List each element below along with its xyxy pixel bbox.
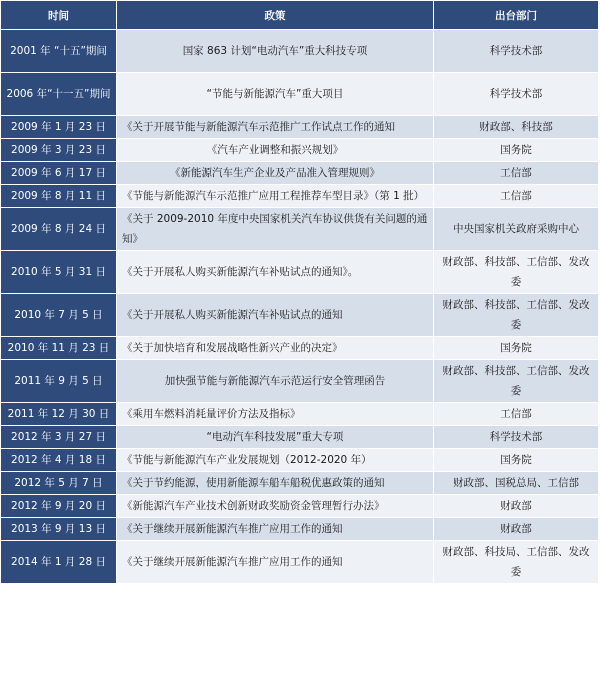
row-policy: 《关于开展节能与新能源汽车示范推广工作试点工作的通知 xyxy=(117,116,434,139)
row-time: 2013 年 9 月 13 日 xyxy=(1,518,117,541)
row-department: 财政部、科技局、工信部、发改委 xyxy=(434,541,599,584)
row-policy: “电动汽车科技发展”重大专项 xyxy=(117,426,434,449)
table-row xyxy=(1,208,599,251)
row-time: 2010 年 11 月 23 日 xyxy=(1,337,117,360)
table-row xyxy=(1,162,599,185)
row-policy: 《关于继续开展新能源汽车推广应用工作的通知 xyxy=(117,518,434,541)
row-time: 2001 年 “十五”期间 xyxy=(1,30,117,73)
row-time: 2011 年 9 月 5 日 xyxy=(1,360,117,403)
row-policy: 《节能与新能源汽车示范推广应用工程推荐车型目录》（第 1 批） xyxy=(117,185,434,208)
row-department: 国务院 xyxy=(434,449,599,472)
header-time: 时间 xyxy=(1,1,117,30)
row-department: 财政部、科技部 xyxy=(434,116,599,139)
table-header-row xyxy=(1,1,599,30)
table-row xyxy=(1,30,599,73)
row-department: 中央国家机关政府采购中心 xyxy=(434,208,599,251)
row-department: 财政部、国税总局、工信部 xyxy=(434,472,599,495)
row-department: 财政部 xyxy=(434,495,599,518)
row-department: 财政部 xyxy=(434,518,599,541)
row-department: 国务院 xyxy=(434,139,599,162)
row-policy: 《新能源汽车生产企业及产品准入管理规则》 xyxy=(117,162,434,185)
row-policy: “节能与新能源汽车”重大项目 xyxy=(117,73,434,116)
table-row xyxy=(1,426,599,449)
row-time: 2010 年 5 月 31 日 xyxy=(1,251,117,294)
row-department: 科学技术部 xyxy=(434,73,599,116)
row-time: 2009 年 1 月 23 日 xyxy=(1,116,117,139)
row-time: 2009 年 8 月 11 日 xyxy=(1,185,117,208)
row-time: 2012 年 3 月 27 日 xyxy=(1,426,117,449)
row-department: 科学技术部 xyxy=(434,426,599,449)
row-department: 财政部、科技部、工信部、发改委 xyxy=(434,294,599,337)
row-department: 财政部、科技部、工信部、发改委 xyxy=(434,251,599,294)
row-policy: 《新能源汽车产业技术创新财政奖励资金管理暂行办法》 xyxy=(117,495,434,518)
row-department: 科学技术部 xyxy=(434,30,599,73)
row-time: 2009 年 6 月 17 日 xyxy=(1,162,117,185)
row-policy: 《乘用车燃料消耗量评价方法及指标》 xyxy=(117,403,434,426)
row-policy: 《关于 2009-2010 年度中央国家机关汽车协议供货有关问题的通知》 xyxy=(117,208,434,251)
row-policy: 国家 863 计划“电动汽车”重大科技专项 xyxy=(117,30,434,73)
row-department: 工信部 xyxy=(434,185,599,208)
row-policy: 《汽车产业调整和振兴规划》 xyxy=(117,139,434,162)
table-row xyxy=(1,185,599,208)
header-department: 出台部门 xyxy=(434,1,599,30)
row-policy: 《关于加快培育和发展战略性新兴产业的决定》 xyxy=(117,337,434,360)
header-policy: 政策 xyxy=(117,1,434,30)
row-policy: 《关于开展私人购买新能源汽车补贴试点的通知》。 xyxy=(117,251,434,294)
table-row xyxy=(1,73,599,116)
table-row xyxy=(1,337,599,360)
row-time: 2009 年 3 月 23 日 xyxy=(1,139,117,162)
row-time: 2012 年 5 月 7 日 xyxy=(1,472,117,495)
row-policy: 加快强节能与新能源汽车示范运行安全管理函告 xyxy=(117,360,434,403)
row-policy: 《节能与新能源汽车产业发展规划（2012-2020 年） xyxy=(117,449,434,472)
row-policy: 《关于开展私人购买新能源汽车补贴试点的通知 xyxy=(117,294,434,337)
row-time: 2014 年 1 月 28 日 xyxy=(1,541,117,584)
table-row xyxy=(1,251,599,294)
row-department: 财政部、科技部、工信部、发改委 xyxy=(434,360,599,403)
table-row xyxy=(1,449,599,472)
table-row xyxy=(1,403,599,426)
row-department: 国务院 xyxy=(434,337,599,360)
table-row xyxy=(1,139,599,162)
row-time: 2011 年 12 月 30 日 xyxy=(1,403,117,426)
row-department: 工信部 xyxy=(434,403,599,426)
table-row xyxy=(1,518,599,541)
row-policy: 《关于节约能源，使用新能源车船车船税优惠政策的通知 xyxy=(117,472,434,495)
row-policy: 《关于继续开展新能源汽车推广应用工作的通知 xyxy=(117,541,434,584)
row-time: 2010 年 7 月 5 日 xyxy=(1,294,117,337)
table-row xyxy=(1,495,599,518)
row-time: 2012 年 4 月 18 日 xyxy=(1,449,117,472)
table-row xyxy=(1,294,599,337)
row-time: 2012 年 9 月 20 日 xyxy=(1,495,117,518)
row-department: 工信部 xyxy=(434,162,599,185)
table-row xyxy=(1,541,599,584)
table-row xyxy=(1,116,599,139)
table-row xyxy=(1,472,599,495)
row-time: 2009 年 8 月 24 日 xyxy=(1,208,117,251)
row-time: 2006 年“十一五”期间 xyxy=(1,73,117,116)
table-row xyxy=(1,360,599,403)
